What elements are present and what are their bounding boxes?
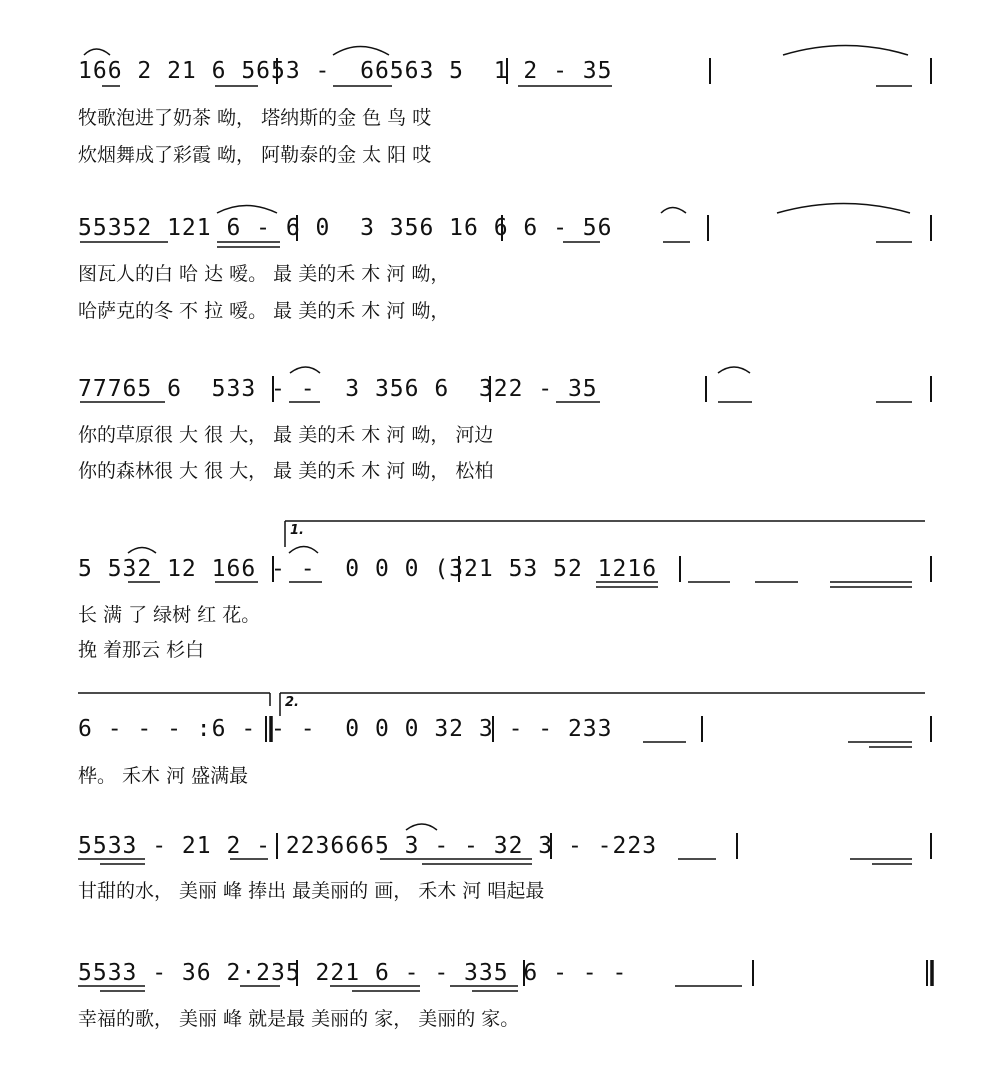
lyric-line-4-verse-1: 长 满 了 绿树 红 花。 [78, 604, 261, 626]
notation-line-2: 55352 121 6 - 6 0 3 356 16 6 6 - 56 [78, 215, 613, 241]
volta-1-label: 1. [290, 523, 304, 538]
volta-2-label: 2. [285, 695, 299, 710]
lyric-line-3-verse-2: 你的森林很 大 很 大， 最 美的禾 木 河 呦， 松柏 [78, 460, 494, 482]
lyric-line-5-verse-1: 桦。 禾木 河 盛满最 [78, 765, 249, 787]
notation-line-3: 77765 6 533 - - 3 356 6 322 - 35 [78, 376, 598, 402]
lyric-line-3-verse-1: 你的草原很 大 很 大， 最 美的禾 木 河 呦， 河边 [78, 424, 494, 446]
lyric-line-2-verse-1: 图瓦人的白 哈 达 嗳。 最 美的禾 木 河 呦， [78, 263, 450, 285]
notation-line-5: 6 - - - :6 - - - 0 0 0 32 3 - - 233 [78, 716, 613, 742]
lyric-line-6-verse-1: 甘甜的水， 美丽 峰 捧出 最美丽的 画， 禾木 河 唱起最 [78, 880, 545, 902]
notation-line-7: 5533 - 36 2·235 221 6 - - 335 6 - - - [78, 960, 628, 986]
lyric-line-7-verse-1: 幸福的歌， 美丽 峰 就是最 美丽的 家， 美丽的 家。 [78, 1008, 520, 1030]
lyric-line-1-verse-1: 牧歌泡进了奶茶 呦， 塔纳斯的金 色 鸟 哎 [78, 107, 432, 129]
lyric-line-4-verse-2: 挽 着那云 杉白 [78, 639, 205, 661]
lyric-line-1-verse-2: 炊烟舞成了彩霞 呦， 阿勒泰的金 太 阳 哎 [78, 144, 432, 166]
lyric-line-2-verse-2: 哈萨克的冬 不 拉 嗳。 最 美的禾 木 河 呦， [78, 300, 450, 322]
notation-line-4: 5 532 12 166 - - 0 0 0 (321 53 52 1216 [78, 556, 658, 582]
notation-line-1: 166 2 21 6 5653 - 66563 5 1 2 - 35 [78, 58, 613, 84]
notation-line-6: 5533 - 21 2 - 2236665 3 - - 32 3 - -223 [78, 833, 658, 859]
